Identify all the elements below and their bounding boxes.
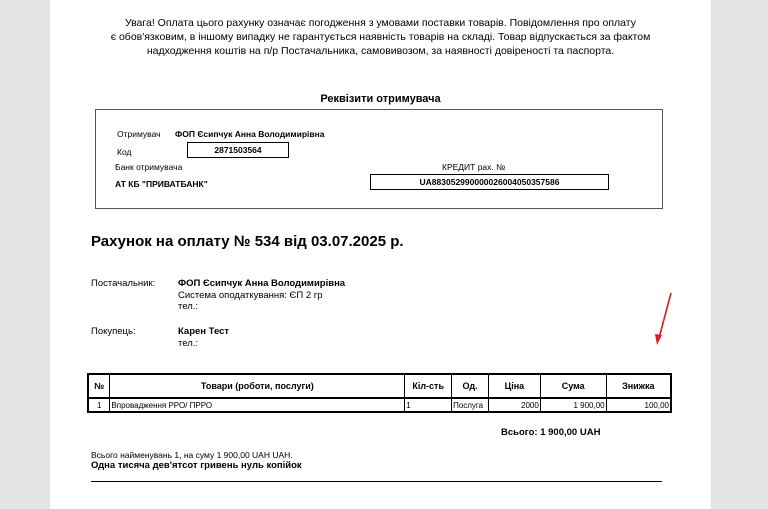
table-row xyxy=(88,398,671,412)
col-unit: Од. xyxy=(452,374,489,398)
col-number: № xyxy=(88,374,110,398)
table-header-row xyxy=(88,374,671,398)
payment-notice xyxy=(50,16,711,58)
supplier-label: Постачальник: xyxy=(91,278,156,289)
bank-value: АТ КБ "ПРИВАТБАНК" xyxy=(115,179,208,189)
notice-line: Увага! Оплата цього рахунку означає погодження з умовами поставки товарів. Повідомлення про оплату xyxy=(125,17,636,29)
buyer-phone: тел.: xyxy=(178,337,199,349)
credit-label: КРЕДИТ рах. № xyxy=(442,162,506,172)
cell-unit: Послуга xyxy=(452,398,489,412)
notice-line: є обов'язковим, в іншому випадку не гарантується наявність товарів на складі. Товар відпускається за фактом xyxy=(110,31,651,43)
invoice-title: Рахунок на оплату № 534 від 03.07.2025 р. xyxy=(91,233,404,250)
items-table xyxy=(87,373,672,413)
cell-price: 2000 xyxy=(489,398,541,412)
col-price: Ціна xyxy=(489,374,541,398)
invoice-page xyxy=(50,0,711,509)
cell-goods: Впровадження РРО/ ПРРО xyxy=(110,398,405,412)
supplier-name: ФОП Єсипчук Анна Володимирівна xyxy=(178,278,346,289)
col-discount: Знижка xyxy=(606,374,671,398)
total-amount: Всього: 1 900,00 UAH xyxy=(501,427,601,438)
cell-sum: 1 900,00 xyxy=(540,398,606,412)
col-sum: Сума xyxy=(540,374,606,398)
notice-line: надходження коштів на п/р Постачальника, самовивозом, за наявності довіреності та паспорта. xyxy=(146,45,615,57)
recipient-label: Отримувач xyxy=(117,129,161,139)
col-qty: Кіл-сть xyxy=(405,374,452,398)
supplier-block xyxy=(178,278,345,313)
cell-discount: 100,00 xyxy=(606,398,671,412)
recipient-value: ФОП Єсипчук Анна Володимирівна xyxy=(175,129,325,139)
requisites-box xyxy=(95,109,663,209)
items-summary: Всього найменувань 1, на суму 1 900,00 UAH UAH. xyxy=(91,450,293,460)
cell-qty: 1 xyxy=(405,398,452,412)
col-goods: Товари (роботи, послуги) xyxy=(110,374,405,398)
supplier-phone: тел.: xyxy=(178,301,199,312)
amount-in-words: Одна тисяча дев'ятсот гривень нуль копійок xyxy=(91,460,302,471)
divider xyxy=(91,481,662,482)
code-label: Код xyxy=(117,147,132,157)
buyer-name: Карен Тест xyxy=(178,326,230,337)
buyer-block xyxy=(178,326,229,349)
supplier-tax: Система оподаткування: ЄП 2 гр xyxy=(178,289,323,301)
buyer-label: Покупець: xyxy=(91,326,136,337)
bank-label: Банк отримувача xyxy=(115,162,183,172)
requisites-title: Реквізити отримувача xyxy=(320,93,441,105)
red-arrow-icon xyxy=(650,290,674,348)
cell-number: 1 xyxy=(88,398,110,412)
code-value: 2871503564 xyxy=(187,142,289,158)
iban-value: UA883052990000026004050357586 xyxy=(370,174,609,190)
